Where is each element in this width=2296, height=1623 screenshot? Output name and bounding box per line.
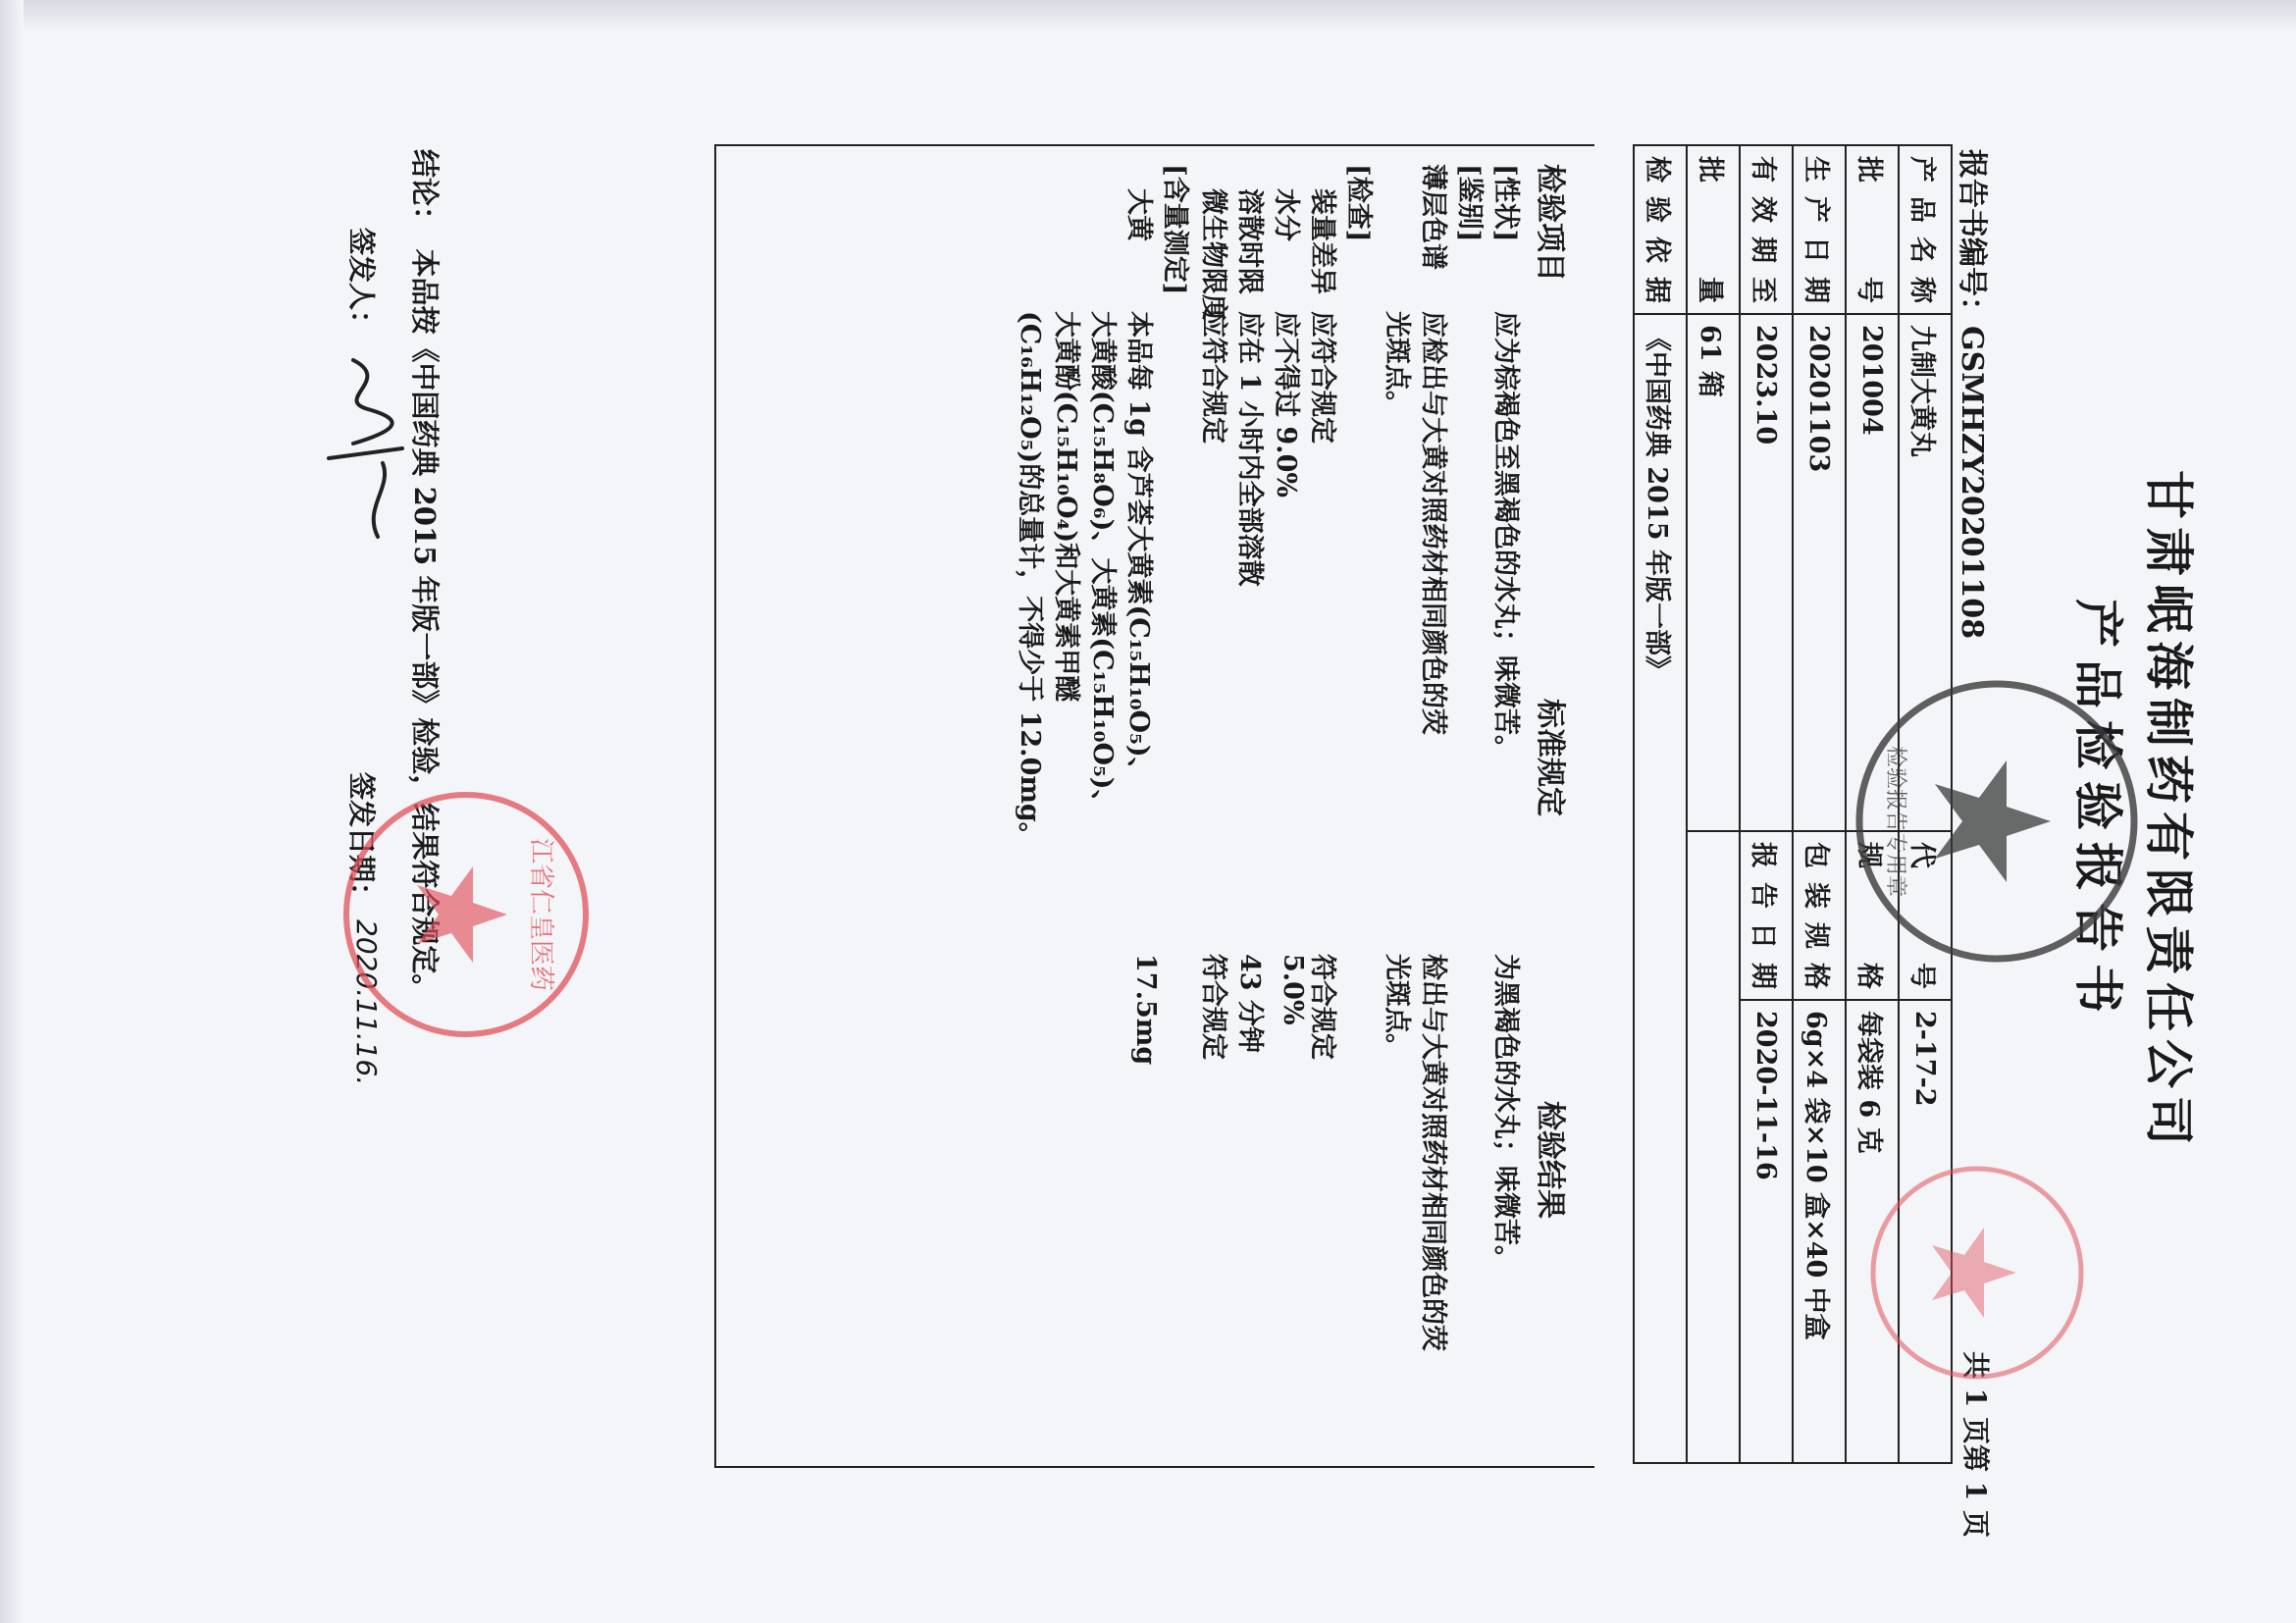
- value-batch-no: 201004: [1846, 314, 1899, 831]
- label-expiry: 有 效 期 至: [1740, 145, 1793, 314]
- column-header-standard: 标准规定: [1533, 699, 1567, 816]
- label-basis: 检 验 依 据: [1634, 145, 1687, 314]
- scan-edge-left: [0, 0, 24, 1623]
- company-stamp-subtitle: 检验报告专用章: [1883, 745, 1907, 898]
- label-report-date: 报 告 日 期: [1740, 831, 1793, 1000]
- water-item: 水分: [1271, 188, 1301, 241]
- section-appearance: [性状]: [1490, 164, 1521, 242]
- tlc-standard-line2: 光斑点。: [1382, 311, 1412, 417]
- signature: [314, 350, 422, 547]
- water-result: 5.0%: [1278, 954, 1308, 1025]
- micro-result: 符合规定: [1198, 954, 1228, 1060]
- column-header-result: 检验结果: [1533, 1101, 1567, 1219]
- page-count: 共 1 页第 1 页: [1959, 1351, 1992, 1538]
- report-page: [49, 26, 2247, 1597]
- column-header-item: 检验项目: [1533, 164, 1567, 282]
- value-basis: 《中国药典 2015 年版一部》: [1634, 314, 1687, 1463]
- label-code: 代 号: [1899, 831, 1952, 1000]
- assay-item: 大黄: [1123, 188, 1154, 241]
- identification-item: 薄层色谱: [1418, 164, 1448, 270]
- assay-result: 17.5mg: [1130, 954, 1161, 1066]
- tlc-standard-line1: 应检出与大黄对照药材相同颜色的荧: [1418, 311, 1448, 735]
- company-name: 甘肃岷海制药有限责任公司: [2140, 470, 2198, 1153]
- tlc-result-line2: 光斑点。: [1382, 954, 1412, 1060]
- table-row: [1687, 145, 1740, 1463]
- report-number: 报告书编号：GSMHZY20201108: [1955, 149, 1989, 640]
- value-product-name: 九制大黄丸: [1899, 314, 1952, 831]
- empty-cell: [1687, 831, 1740, 1463]
- value-package: 6g×4 袋×10 盒×40 中盒: [1793, 1000, 1846, 1463]
- label-quantity: 批 量: [1687, 145, 1740, 314]
- assay-standard-line4: (C₁₆H₁₂O₅)的总量计，不得少于 12.0mg。: [1015, 311, 1045, 849]
- company-stamp: [1850, 674, 2144, 969]
- appearance-standard: 应为棕褐色至黑褐色的水丸；味微苦。: [1490, 311, 1521, 761]
- weight-item: 装量差异: [1307, 188, 1337, 294]
- dissolve-item: 溶散时限: [1234, 188, 1265, 294]
- micro-item: 微生物限度: [1198, 188, 1228, 321]
- assay-standard-line3: 大黄酚(C₁₅H₁₀O₄)和大黄素甲醚: [1051, 311, 1081, 703]
- label-package: 包 装 规 格: [1793, 831, 1846, 1000]
- document-title: 产品检验报告书: [2069, 599, 2127, 1024]
- table-row: [1634, 145, 1687, 1463]
- label-mfg-date: 生 产 日 期: [1793, 145, 1846, 314]
- label-product-name: 产 品 名 称: [1899, 145, 1952, 314]
- tlc-result-line1: 检出与大黄对照药材相同颜色的荧: [1418, 954, 1448, 1351]
- assay-standard-line1: 本品每 1g 含芦荟大黄素(C₁₅H₁₀O₅)、: [1123, 311, 1154, 784]
- section-assay: [含量测定]: [1160, 164, 1190, 295]
- label-batch-no: 批 号: [1846, 145, 1899, 314]
- recipient-stamp-text: 江省仁皇医药: [526, 837, 555, 992]
- section-identification: [鉴别]: [1454, 164, 1485, 242]
- label-spec: 规 格: [1846, 831, 1899, 1000]
- table-row: [1793, 145, 1846, 1463]
- value-code: 2-17-2: [1899, 1000, 1952, 1463]
- value-spec: 每袋装 6 克: [1846, 1000, 1899, 1463]
- sign-date: 2020.11.16.: [350, 919, 383, 1086]
- dissolve-standard: 应在 1 小时内全部溶散: [1234, 311, 1265, 587]
- value-quantity: 61 箱: [1687, 314, 1740, 831]
- conclusion: 结论： 本品按《中国药典 2015 年版一部》检验，结果符合规定。: [408, 149, 442, 1003]
- section-tests: [检查]: [1343, 164, 1374, 242]
- water-standard: 应不得过 9.0%: [1271, 311, 1301, 498]
- table-row: [1740, 145, 1793, 1463]
- micro-standard: 应符合规定: [1198, 311, 1228, 444]
- assay-standard-line2: 大黄酸(C₁₅H₈O₆)、大黄素(C₁₅H₁₀O₅)、: [1087, 311, 1118, 816]
- recipient-stamp: [339, 787, 594, 1042]
- value-mfg-date: 20201103: [1793, 314, 1846, 831]
- dissolve-result: 43 分钟: [1234, 954, 1265, 1053]
- weight-result: 符合规定: [1307, 954, 1337, 1060]
- signer-label: 签发人：: [345, 228, 378, 339]
- weight-standard: 应符合规定: [1307, 311, 1337, 444]
- value-report-date: 2020-11-16: [1740, 1000, 1793, 1463]
- value-expiry: 2023.10: [1740, 314, 1793, 831]
- qc-stamp: [1864, 1160, 2090, 1386]
- appearance-result: 为黑褐色的水丸；味微苦。: [1490, 954, 1521, 1272]
- sign-date-label: 签发日期：: [345, 772, 378, 911]
